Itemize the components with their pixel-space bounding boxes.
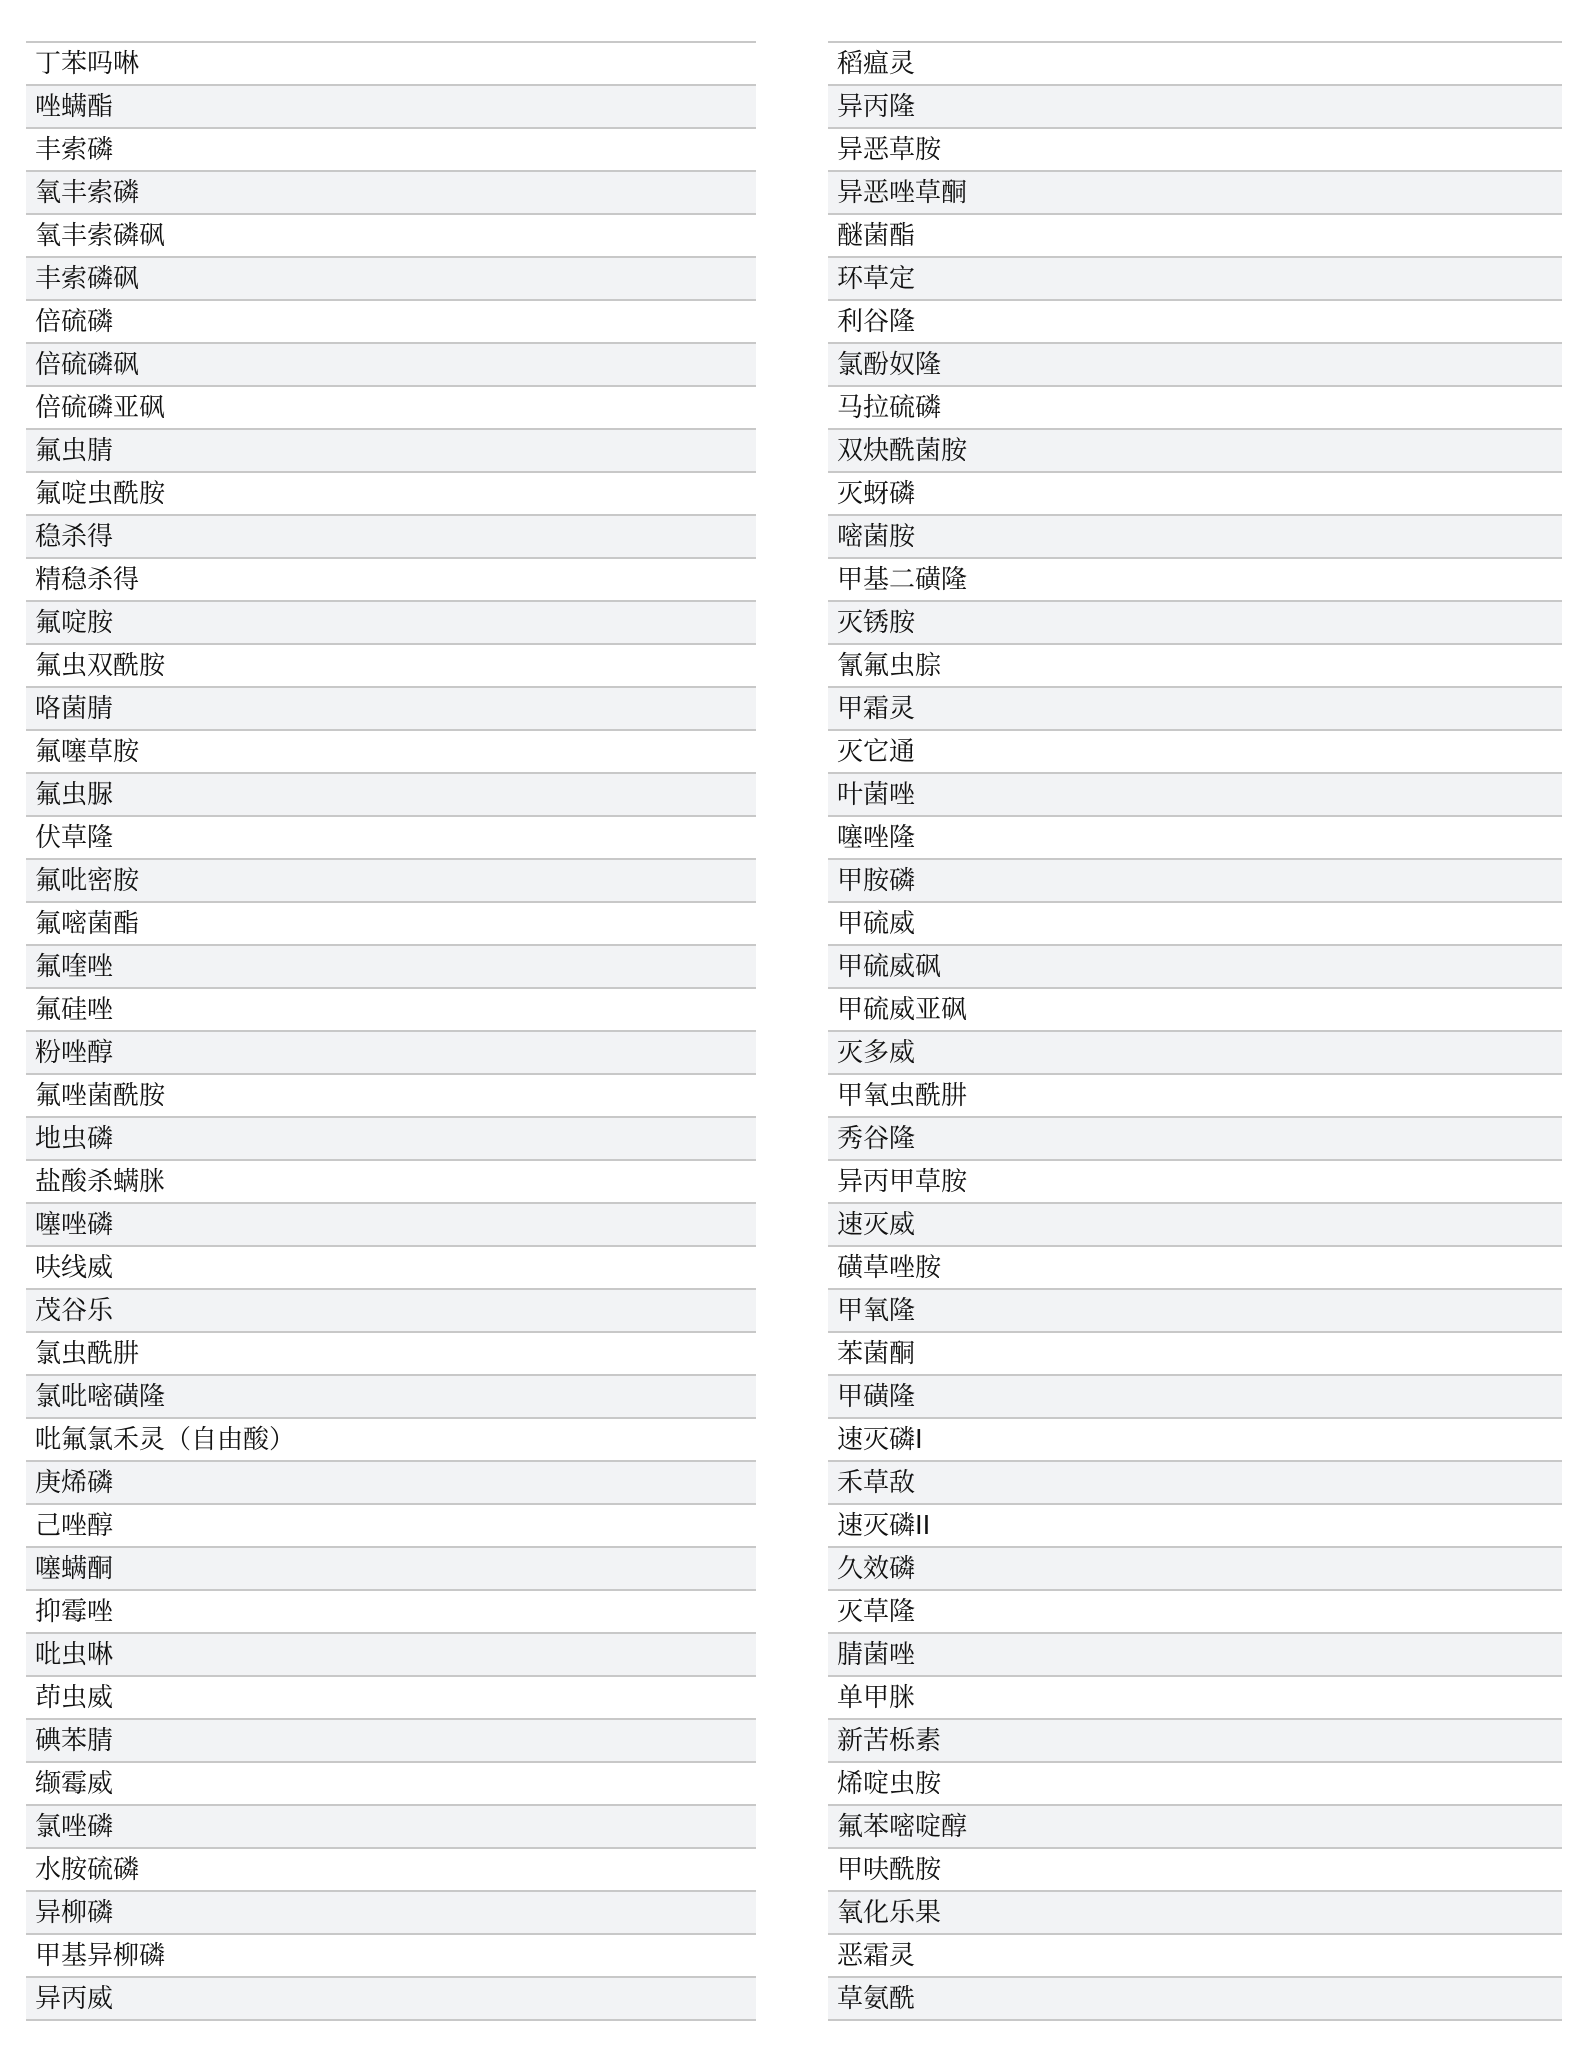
table-row: 恶霜灵 bbox=[828, 1935, 1562, 1978]
table-row: 倍硫磷 bbox=[26, 301, 756, 344]
table-row: 甲硫威 bbox=[828, 903, 1562, 946]
table-row: 抑霉唑 bbox=[26, 1591, 756, 1634]
table-row: 叶菌唑 bbox=[828, 774, 1562, 817]
table-row: 嘧菌胺 bbox=[828, 516, 1562, 559]
table-row: 磺草唑胺 bbox=[828, 1247, 1562, 1290]
left-column bbox=[26, 41, 756, 2021]
table-row: 氟啶虫酰胺 bbox=[26, 473, 756, 516]
table-row: 庚烯磷 bbox=[26, 1462, 756, 1505]
table-row: 速灭磷II bbox=[828, 1505, 1562, 1548]
table-row: 噻唑磷 bbox=[26, 1204, 756, 1247]
table-row: 甲氧隆 bbox=[828, 1290, 1562, 1333]
table-row: 氟嘧菌酯 bbox=[26, 903, 756, 946]
table-row: 甲呋酰胺 bbox=[828, 1849, 1562, 1892]
table-row: 氟硅唑 bbox=[26, 989, 756, 1032]
table-row: 腈菌唑 bbox=[828, 1634, 1562, 1677]
table-row: 缬霉威 bbox=[26, 1763, 756, 1806]
table-row: 唑螨酯 bbox=[26, 86, 756, 129]
table-row: 吡虫啉 bbox=[26, 1634, 756, 1677]
table-row: 灭草隆 bbox=[828, 1591, 1562, 1634]
table-row: 环草定 bbox=[828, 258, 1562, 301]
table-row: 单甲脒 bbox=[828, 1677, 1562, 1720]
table-row: 噻唑隆 bbox=[828, 817, 1562, 860]
table-row: 久效磷 bbox=[828, 1548, 1562, 1591]
table-row: 氟虫双酰胺 bbox=[26, 645, 756, 688]
table-row: 氧丰索磷 bbox=[26, 172, 756, 215]
table-row: 速灭磷I bbox=[828, 1419, 1562, 1462]
table-row: 盐酸杀螨脒 bbox=[26, 1161, 756, 1204]
table-row: 噻螨酮 bbox=[26, 1548, 756, 1591]
table-row: 双炔酰菌胺 bbox=[828, 430, 1562, 473]
table-row: 马拉硫磷 bbox=[828, 387, 1562, 430]
table-row: 氟喹唑 bbox=[26, 946, 756, 989]
table-row: 草氨酰 bbox=[828, 1978, 1562, 2021]
table-row: 氟唑菌酰胺 bbox=[26, 1075, 756, 1118]
table-row: 氟虫腈 bbox=[26, 430, 756, 473]
table-row: 禾草敌 bbox=[828, 1462, 1562, 1505]
table-row: 氧化乐果 bbox=[828, 1892, 1562, 1935]
table-row: 异丙甲草胺 bbox=[828, 1161, 1562, 1204]
table-row: 伏草隆 bbox=[26, 817, 756, 860]
table-row: 烯啶虫胺 bbox=[828, 1763, 1562, 1806]
table-row: 倍硫磷砜 bbox=[26, 344, 756, 387]
table-row: 速灭威 bbox=[828, 1204, 1562, 1247]
table-row: 甲基二磺隆 bbox=[828, 559, 1562, 602]
table-row: 氰氟虫腙 bbox=[828, 645, 1562, 688]
table-row: 稻瘟灵 bbox=[828, 43, 1562, 86]
table-row: 氟噻草胺 bbox=[26, 731, 756, 774]
table-row: 利谷隆 bbox=[828, 301, 1562, 344]
table-row: 茂谷乐 bbox=[26, 1290, 756, 1333]
table-row: 甲硫威砜 bbox=[828, 946, 1562, 989]
table-row: 水胺硫磷 bbox=[26, 1849, 756, 1892]
table-row: 异柳磷 bbox=[26, 1892, 756, 1935]
table-row: 茚虫威 bbox=[26, 1677, 756, 1720]
table-row: 丰索磷 bbox=[26, 129, 756, 172]
table-row: 地虫磷 bbox=[26, 1118, 756, 1161]
table-row: 甲胺磷 bbox=[828, 860, 1562, 903]
table-row: 灭锈胺 bbox=[828, 602, 1562, 645]
right-column bbox=[828, 41, 1562, 2021]
table-row: 灭蚜磷 bbox=[828, 473, 1562, 516]
table-row: 粉唑醇 bbox=[26, 1032, 756, 1075]
table-row: 甲磺隆 bbox=[828, 1376, 1562, 1419]
table-row: 氧丰索磷砜 bbox=[26, 215, 756, 258]
table-row: 碘苯腈 bbox=[26, 1720, 756, 1763]
table-row: 氯唑磷 bbox=[26, 1806, 756, 1849]
table-row: 异恶唑草酮 bbox=[828, 172, 1562, 215]
table-row: 己唑醇 bbox=[26, 1505, 756, 1548]
table-row: 精稳杀得 bbox=[26, 559, 756, 602]
table-row: 新苦栎素 bbox=[828, 1720, 1562, 1763]
table-row: 氟吡密胺 bbox=[26, 860, 756, 903]
table-row: 甲硫威亚砜 bbox=[828, 989, 1562, 1032]
table-row: 灭它通 bbox=[828, 731, 1562, 774]
table-row: 灭多威 bbox=[828, 1032, 1562, 1075]
table-row: 丰索磷砜 bbox=[26, 258, 756, 301]
table-row: 苯菌酮 bbox=[828, 1333, 1562, 1376]
table-row: 吡氟氯禾灵（自由酸） bbox=[26, 1419, 756, 1462]
table-row: 咯菌腈 bbox=[26, 688, 756, 731]
table-row: 氯虫酰肼 bbox=[26, 1333, 756, 1376]
table-row: 丁苯吗啉 bbox=[26, 43, 756, 86]
table-row: 氟苯嘧啶醇 bbox=[828, 1806, 1562, 1849]
table-row: 氯酚奴隆 bbox=[828, 344, 1562, 387]
table-row: 异丙隆 bbox=[828, 86, 1562, 129]
table-row: 氯吡嘧磺隆 bbox=[26, 1376, 756, 1419]
table-row: 稳杀得 bbox=[26, 516, 756, 559]
table-row: 秀谷隆 bbox=[828, 1118, 1562, 1161]
table-row: 甲氧虫酰肼 bbox=[828, 1075, 1562, 1118]
table-row: 氟虫脲 bbox=[26, 774, 756, 817]
table-row: 倍硫磷亚砜 bbox=[26, 387, 756, 430]
table-row: 异恶草胺 bbox=[828, 129, 1562, 172]
table-row: 氟啶胺 bbox=[26, 602, 756, 645]
table-row: 异丙威 bbox=[26, 1978, 756, 2021]
table-row: 呋线威 bbox=[26, 1247, 756, 1290]
table-row: 甲基异柳磷 bbox=[26, 1935, 756, 1978]
table-row: 甲霜灵 bbox=[828, 688, 1562, 731]
table-row: 醚菌酯 bbox=[828, 215, 1562, 258]
